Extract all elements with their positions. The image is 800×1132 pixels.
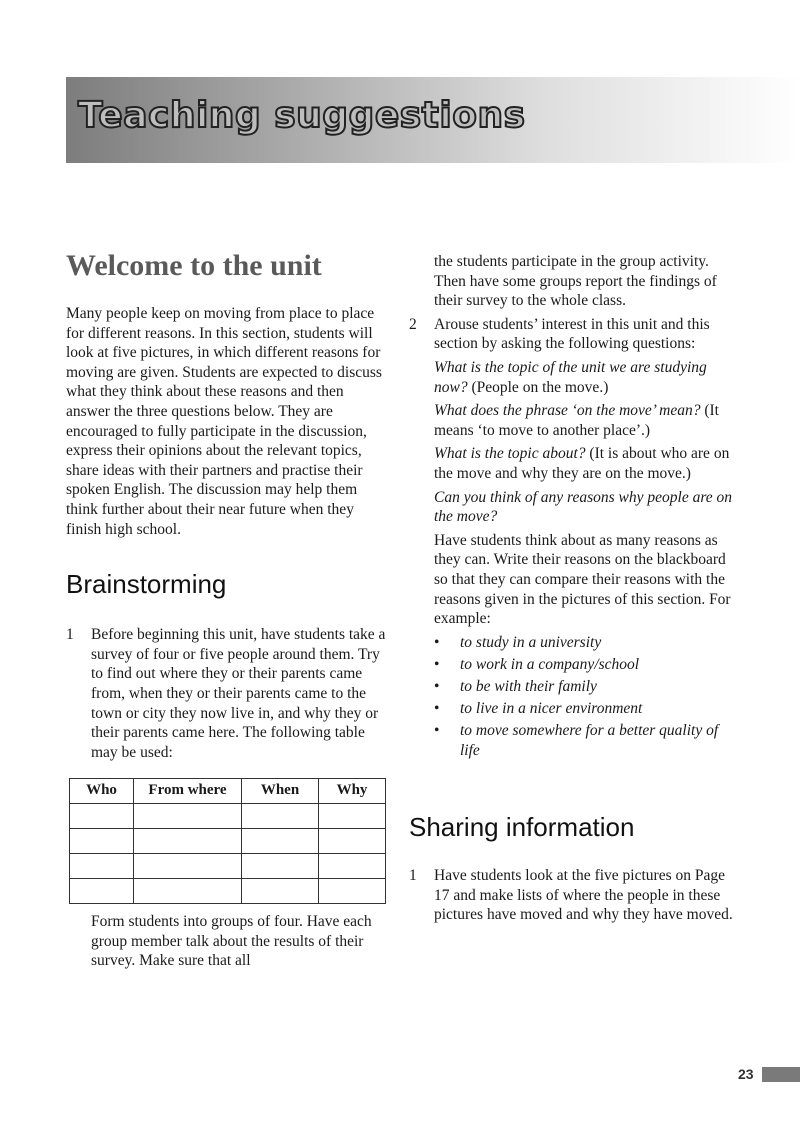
group-instructions-continued: the students participate in the group activity. Then have some groups report the findings of their survey to the whole class.: [434, 253, 717, 310]
question-4: [409, 488, 739, 527]
list-item: • to study in a university: [434, 633, 739, 653]
page-number-bar: [762, 1067, 800, 1082]
page-number: 23: [738, 1066, 754, 1082]
item-text: Arouse students’ interest in this unit and this section by asking the following questions:: [434, 315, 710, 353]
col-header-who: Who: [70, 779, 134, 804]
question-text: What is the topic of the unit we are studying now?: [434, 358, 707, 396]
answer-text: (It is about who are on the move and why they are on the move.): [434, 445, 730, 482]
item-number: 1: [409, 867, 417, 885]
table-header-row: [70, 779, 386, 804]
header-banner: [66, 77, 800, 163]
item-text: Have students look at the five pictures on Page 17 and make lists of where the people in these pictures have moved and why they have moved.: [434, 867, 733, 924]
item-number: 2: [409, 315, 417, 333]
page-title: Teaching suggestions: [78, 95, 526, 136]
table-row: [70, 829, 386, 854]
sharing-heading: Sharing information: [409, 812, 635, 843]
left-column: [66, 248, 388, 971]
col-header-when: When: [242, 779, 319, 804]
col-header-from-where: From where: [134, 779, 242, 804]
table-row: [70, 854, 386, 879]
question-text: Can you think of any reasons why people are on the move?: [434, 488, 733, 526]
item-text: Before beginning this unit, have students take a survey of four or five people around them. Try to find out where they or their parents came from, when they or their parents came to the town or city they now live in, and why they or their parents came here. The following table may be used:: [91, 626, 386, 761]
list-item: • to live in a nicer environment: [434, 699, 739, 719]
answer-text: (People on the move.): [467, 378, 609, 396]
right-column: [409, 252, 739, 925]
list-item: • to be with their family: [434, 677, 739, 697]
table-row: [70, 879, 386, 904]
brainstorming-heading: Brainstorming: [66, 569, 227, 600]
list-item: • to move somewhere for a better quality of life: [434, 721, 739, 760]
welcome-heading: Welcome to the unit: [66, 249, 322, 282]
question-1: [409, 358, 739, 397]
welcome-paragraph: Many people keep on moving from place to place for different reasons. In this section, students will look at five pictures, in which different reasons for moving are given. Students are expected to discuss what they think about these reasons and then answer the three questions below. They are encouraged to fully participate in the discussion, express their opinions about the relevant topics, share ideas with their partners and practise their spoken English. The discussion may help them think further about their near future when they finish high school.: [66, 305, 382, 538]
follow-up-text: Have students think about as many reasons as they can. Write their reasons on the blackboard so that they can compare their reasons with the reasons given in the pictures of this section. For example:: [434, 531, 731, 628]
question-3: [409, 444, 739, 483]
sharing-item-1: [409, 866, 739, 925]
question-text: What does the phrase ‘on the move’ mean?: [434, 402, 701, 420]
group-instructions: Form students into groups of four. Have each group member talk about the results of their survey. Make sure that all: [91, 913, 372, 970]
answer-text: (It means ‘to move to another place’.): [434, 402, 719, 439]
table-row: [70, 804, 386, 829]
brainstorming-item-2: [409, 315, 739, 354]
survey-table: [69, 778, 386, 904]
question-2: [409, 401, 739, 440]
item-number: 1: [66, 626, 74, 644]
brainstorming-item-1: [66, 625, 388, 762]
col-header-why: Why: [319, 779, 386, 804]
question-text: What is the topic about?: [434, 445, 586, 463]
reasons-list: [409, 633, 739, 761]
list-item: • to work in a company/school: [434, 655, 739, 675]
